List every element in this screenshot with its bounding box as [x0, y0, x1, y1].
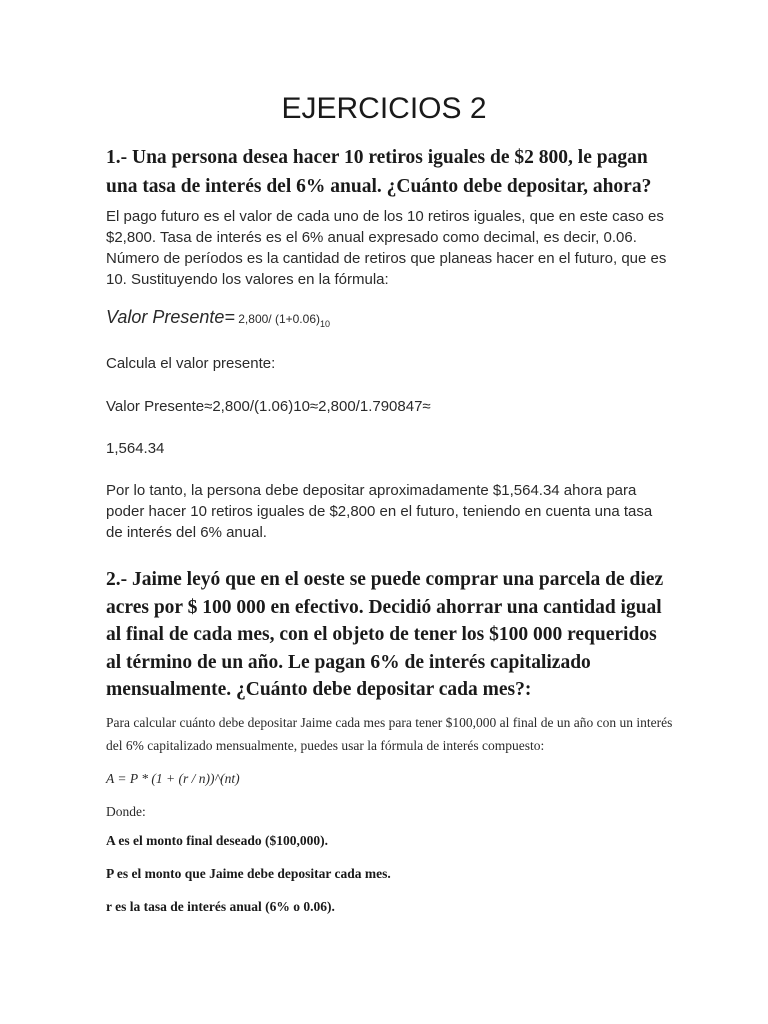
question-1-intro: El pago futuro es el valor de cada uno de los 10 retiros iguales, que en este caso es $2,800. Tasa de interés es el 6% anual expresado como decimal, es decir, 0.06. Número de períodos es la cantidad de retiros que planeas hacer en el futuro, que es 10. Sustituyendo los valores en la fórmula: [106, 208, 667, 288]
donde-label: Donde: [106, 804, 146, 819]
definition-a: A es el monto final deseado ($100,000). [106, 833, 328, 848]
calc-line: Valor Presente≈2,800/(1.06)10≈2,800/1.790847≈ [106, 398, 431, 415]
question-1-conclusion: Por lo tanto, la persona debe depositar aproximadamente $1,564.34 ahora para poder hacer 10 retiros iguales de $2,800 en el futuro, teniendo en cuenta una tasa de interés del 6% anual. [106, 482, 653, 541]
formula-label: Valor Presente= [106, 307, 235, 327]
document-title: EJERCICIOS 2 [281, 92, 487, 125]
formula-body: 2,800/ (1+0.06) [234, 312, 320, 326]
compound-interest-formula: A = P * (1 + (r / n))^(nt) [106, 771, 240, 786]
question-2-heading: 2.- Jaime leyó que en el oeste se puede comprar una parcela de diez acres por $ 100 000 en efectivo. Decidió ahorrar una cantidad igual al final de cada mes, con el objeto de tener los $100 000 requeridos al término de un año. Le pagan 6% de interés capitalizado mensualmente. ¿Cuánto debe depositar cada mes?: [106, 569, 664, 700]
calc-result: 1,564.34 [106, 440, 165, 457]
question-2-intro: Para calcular cuánto debe depositar Jaime cada mes para tener $100,000 al final de un año con un interés del 6% capitalizado mensualmente, puedes usar la fórmula de interés compuesto: [106, 715, 673, 753]
question-1-heading: 1.- Una persona desea hacer 10 retiros iguales de $2 800, le pagan una tasa de interés del 6% anual. ¿Cuánto debe depositar, ahora? [106, 147, 652, 197]
definition-p: P es el monto que Jaime debe depositar cada mes. [106, 866, 391, 881]
definition-r: r es la tasa de interés anual (6% o 0.06). [106, 899, 335, 914]
formula-exponent: 10 [319, 319, 330, 330]
calc-label: Calcula el valor presente: [106, 355, 276, 372]
present-value-formula [106, 307, 330, 329]
